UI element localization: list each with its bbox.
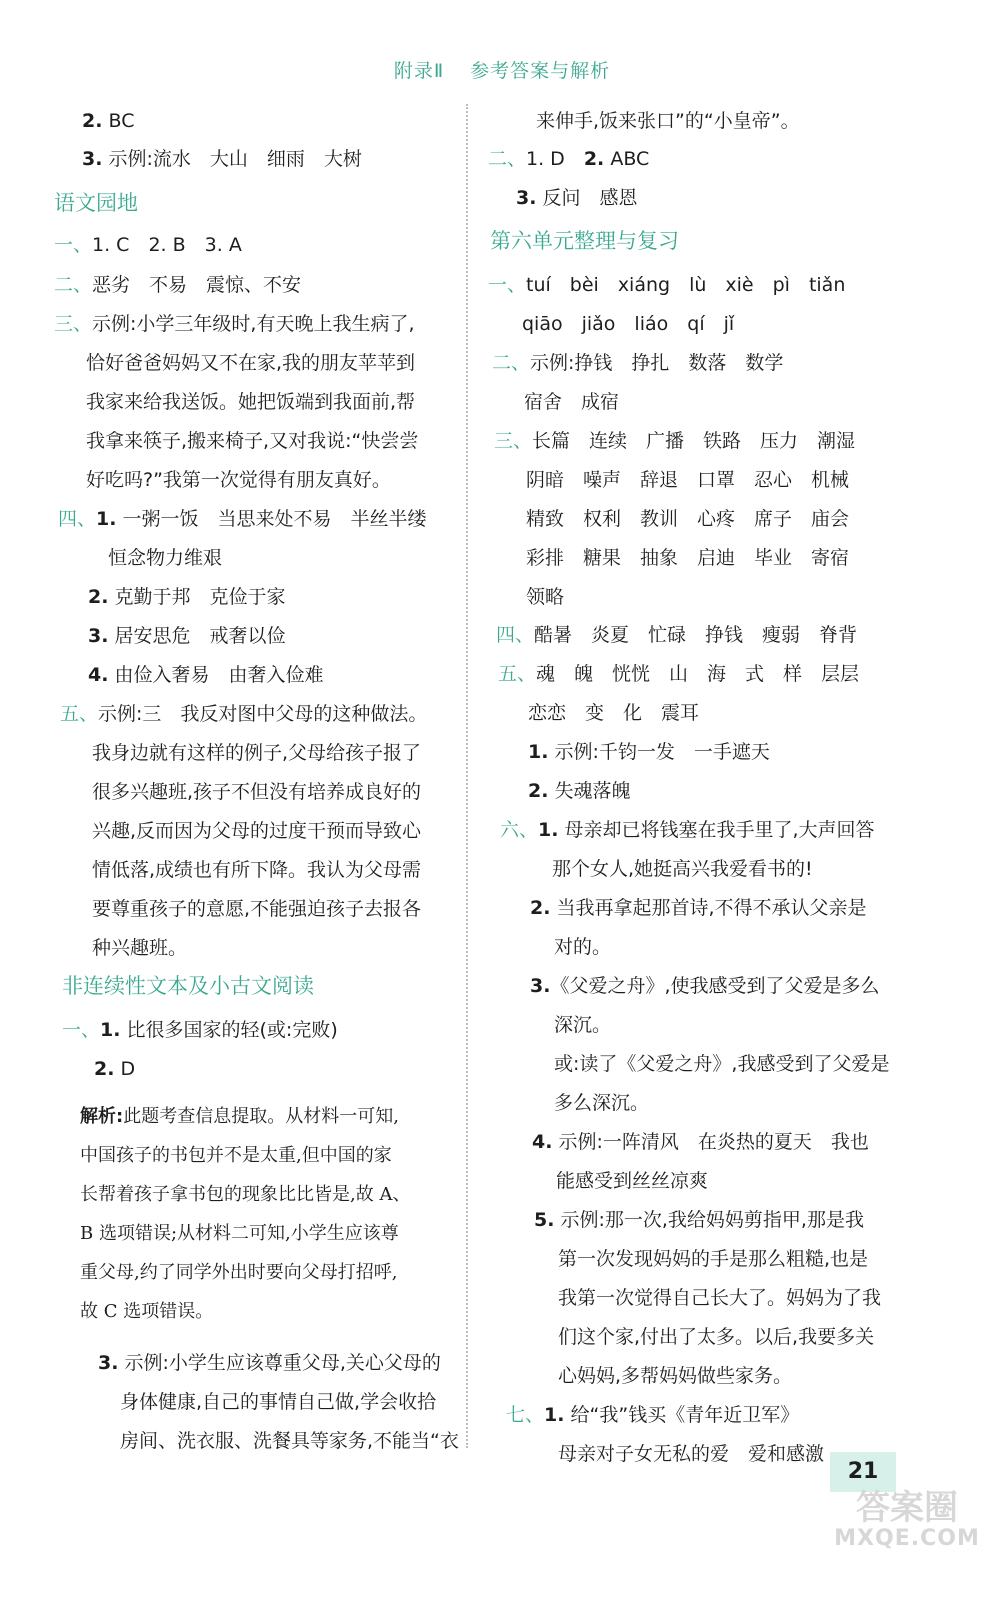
answer-line: [528, 739, 770, 765]
answer-line: [558, 1246, 868, 1272]
line-text: 兴趣,反而因为父母的过度干预而导致心: [92, 820, 422, 842]
answer-line: [528, 778, 631, 804]
item-number: 3.: [88, 625, 109, 647]
line-text: 种兴趣班。: [92, 937, 188, 959]
line-text: B 选项错误;从材料二可知,小学生应该尊: [80, 1223, 399, 1244]
line-text: 示例:一阵清风 在炎热的夏天 我也: [552, 1131, 869, 1153]
answer-line: [554, 1090, 649, 1116]
answer-line: [524, 389, 619, 415]
section-heading: [490, 228, 679, 254]
question-marker: 四、: [496, 624, 535, 646]
item-number: 3.: [530, 975, 551, 997]
analysis-line: [80, 1182, 410, 1208]
line-text: 示例:小学三年级时,有天晚上我生病了,: [92, 313, 415, 335]
line-text: 1. D: [526, 148, 584, 170]
answer-line: [494, 428, 855, 454]
answer-line: [556, 1168, 708, 1194]
answer-line: [108, 545, 222, 571]
answer-line: [92, 818, 421, 844]
line-text: 情低落,成绩也有所下降。我认为父母需: [92, 859, 422, 881]
line-text: 宿舍 成宿: [524, 391, 620, 413]
item-number: 1.: [538, 819, 559, 841]
answer-line: [554, 1051, 889, 1077]
line-text: 对的。: [554, 936, 612, 958]
line-text: 恰好爸爸妈妈又不在家,我的朋友苹苹到: [86, 352, 416, 374]
line-text: 给“我”钱买《青年近卫军》: [564, 1404, 800, 1426]
line-text: 很多兴趣班,孩子不但没有培养成良好的: [92, 781, 422, 803]
line-text: 母亲对子女无私的爱 爱和感激: [558, 1443, 825, 1465]
line-text: 第一次发现妈妈的手是那么粗糙,也是: [558, 1248, 869, 1270]
answer-line: [120, 1389, 436, 1415]
line-text: 示例:流水 大山 细雨 大树: [102, 148, 362, 170]
line-text: 示例:三 我反对图中父母的这种做法。: [98, 703, 428, 725]
answer-line: [532, 1129, 869, 1155]
column-divider: [466, 104, 468, 1448]
line-text: 或:读了《父爱之舟》,我感受到了父爱是: [554, 1053, 890, 1075]
line-text: 母亲却已将钱塞在我手里了,大声回答: [558, 819, 875, 841]
line-text-after: ABC: [604, 148, 650, 170]
answer-line: [530, 895, 867, 921]
line-text: 房间、洗衣服、洗餐具等家务,不能当“衣: [120, 1430, 459, 1452]
answer-line: [526, 584, 564, 610]
line-text: 我家来给我送饭。她把饭端到我面前,帮: [86, 391, 416, 413]
answer-line: [506, 1402, 799, 1428]
line-text: 深沉。: [554, 1014, 612, 1036]
line-text: 能感受到丝丝凉爽: [556, 1170, 709, 1192]
answer-line: [98, 1350, 441, 1376]
analysis-line: [80, 1143, 392, 1169]
item-number: 1.: [528, 741, 549, 763]
answer-line: [516, 185, 638, 211]
line-text: 我拿来筷子,搬来椅子,又对我说:“快尝尝: [86, 430, 419, 452]
answer-line: [526, 467, 849, 493]
item-number: 1.: [100, 1019, 121, 1041]
question-marker: 二、: [492, 352, 531, 374]
answer-line: [558, 1363, 792, 1389]
section-heading: [54, 190, 138, 216]
watermark-text: 答案圈: [856, 1488, 958, 1528]
running-header: [0, 56, 1004, 83]
answer-line: [62, 1017, 338, 1043]
line-text: 此题考查信息提取。从材料一可知,: [123, 1106, 399, 1127]
answer-line: [58, 506, 427, 532]
line-text: 魂 魄 恍恍 山 海 式 样 层层: [536, 663, 860, 685]
answer-line: [526, 506, 849, 532]
answer-line: [120, 1428, 459, 1454]
line-text: 身体健康,自己的事情自己做,学会收拾: [120, 1391, 437, 1413]
answer-line: [496, 622, 857, 648]
line-text: 好吃吗?”我第一次觉得有朋友真好。: [86, 469, 391, 491]
question-marker: 三、: [54, 313, 93, 335]
question-marker: 五、: [498, 663, 537, 685]
analysis-line: [80, 1299, 213, 1325]
line-text: 恶劣 不易 震惊、不安: [92, 274, 302, 296]
item-number: 3.: [516, 187, 537, 209]
answer-line: [54, 272, 301, 298]
item-number: 2.: [94, 1058, 115, 1080]
answer-line: [558, 1324, 874, 1350]
answer-line: [82, 108, 134, 134]
line-text: 由俭入奢易 由奢入俭难: [108, 664, 324, 686]
answer-line: [552, 856, 813, 882]
line-text: 们这个家,付出了太多。以后,我要多关: [558, 1326, 875, 1348]
item-number: 2.: [82, 110, 103, 132]
answer-line: [54, 311, 415, 337]
answer-line: [488, 272, 845, 298]
line-text: 心妈妈,多帮妈妈做些家务。: [558, 1365, 793, 1387]
watermark-logo: [822, 1490, 992, 1552]
item-number: 1.: [96, 508, 117, 530]
item-number: 4.: [532, 1131, 553, 1153]
answer-line: [488, 146, 649, 172]
item-number: 2.: [530, 897, 551, 919]
analysis-line: [80, 1260, 397, 1286]
line-text: 多么深沉。: [554, 1092, 650, 1114]
item-number: 2.: [528, 780, 549, 802]
question-marker: 一、: [62, 1019, 101, 1041]
answer-line: [86, 350, 415, 376]
answer-line: [554, 934, 611, 960]
answer-line: [92, 896, 421, 922]
line-text: 比很多国家的轻(或:完败): [120, 1019, 338, 1041]
page-number: 21: [830, 1452, 896, 1492]
line-text: 酷暑 炎夏 忙碌 挣钱 瘦弱 脊背: [534, 624, 858, 646]
line-text: 彩排 糖果 抽象 启迪 毕业 寄宿: [526, 547, 850, 569]
item-number: 2.: [583, 148, 605, 170]
line-text: 非连续性文本及小古文阅读: [62, 974, 314, 998]
answer-line: [86, 428, 418, 454]
question-marker: 四、: [58, 508, 97, 530]
line-text: tuí bèi xiáng lù xiè pì tiǎn: [526, 274, 846, 296]
item-number: 2.: [88, 586, 109, 608]
header-title: 参考答案与解析: [470, 60, 611, 82]
answer-line: [558, 1285, 881, 1311]
question-marker: 七、: [506, 1404, 545, 1426]
answer-line: [88, 662, 324, 688]
analysis-line: [80, 1221, 399, 1247]
line-text: 1. C 2. B 3. A: [92, 234, 242, 256]
line-text: 来伸手,饭来张口”的“小皇帝”。: [536, 110, 800, 132]
answer-line: [88, 584, 286, 610]
line-text: 长篇 连续 广播 铁路 压力 潮湿: [532, 430, 856, 452]
analysis-label: 解析:: [80, 1106, 124, 1127]
answer-line: [86, 467, 391, 493]
answer-line: [498, 661, 859, 687]
line-text: 失魂落魄: [548, 780, 631, 802]
line-text: 《父爱之舟》,使我感受到了父爱是多么: [550, 975, 880, 997]
line-text: 当我再拿起那首诗,不得不承认父亲是: [550, 897, 867, 919]
line-text: 长帮着孩子拿书包的现象比比皆是,故 A、: [80, 1184, 411, 1205]
line-text: 故 C 选项错误。: [80, 1301, 214, 1322]
line-text: 恒念物力维艰: [108, 547, 223, 569]
answer-line: [88, 623, 286, 649]
line-text: D: [114, 1058, 136, 1080]
question-marker: 二、: [488, 148, 527, 170]
answer-line: [500, 817, 875, 843]
item-number: 3.: [82, 148, 103, 170]
line-text: 恋恋 变 化 震耳: [528, 702, 700, 724]
line-text: 一粥一饭 当思来处不易 半丝半缕: [116, 508, 427, 530]
answer-line: [92, 935, 187, 961]
analysis-line: [80, 1104, 399, 1130]
line-text: 我第一次觉得自己长大了。妈妈为了我: [558, 1287, 882, 1309]
answer-line: [530, 973, 880, 999]
answer-line: [534, 1207, 864, 1233]
line-text: 重父母,约了同学外出时要向父母打招呼,: [80, 1262, 398, 1283]
item-number: 3.: [98, 1352, 119, 1374]
line-text: 示例:挣钱 挣扎 数落 数学: [530, 352, 784, 374]
question-marker: 五、: [60, 703, 99, 725]
item-number: 5.: [534, 1209, 555, 1231]
answer-line: [528, 700, 699, 726]
line-text: qiāo jiǎo liáo qí jǐ: [522, 313, 735, 335]
answer-line: [522, 311, 734, 337]
answer-line: [94, 1056, 135, 1082]
line-text: 反问 感恩: [536, 187, 638, 209]
line-text: 领略: [526, 586, 565, 608]
watermark-url: MXQE.COM: [834, 1526, 980, 1551]
line-text: 那个女人,她挺高兴我爱看书的!: [552, 858, 813, 880]
line-text: 克勤于邦 克俭于家: [108, 586, 286, 608]
answer-line: [92, 779, 421, 805]
answer-line: [82, 146, 362, 172]
answer-line: [536, 108, 800, 134]
line-text: 示例:小学生应该尊重父母,关心父母的: [118, 1352, 441, 1374]
question-marker: 二、: [54, 274, 93, 296]
item-number: 4.: [88, 664, 109, 686]
item-number: 1.: [544, 1404, 565, 1426]
line-text: BC: [102, 110, 135, 132]
answer-line: [526, 545, 849, 571]
line-text: 我身边就有这样的例子,父母给孩子报了: [92, 742, 422, 764]
answer-line: [492, 350, 783, 376]
answer-line: [60, 701, 427, 727]
answer-line: [558, 1441, 824, 1467]
question-marker: 三、: [494, 430, 533, 452]
line-text: 精致 权利 教训 心疼 席子 庙会: [526, 508, 850, 530]
section-heading: [62, 973, 314, 999]
line-text: 要尊重孩子的意愿,不能强迫孩子去报各: [92, 898, 422, 920]
header-appendix: 附录Ⅱ: [393, 60, 445, 82]
line-text: 阴暗 噪声 辞退 口罩 忍心 机械: [526, 469, 850, 491]
answer-line: [92, 740, 421, 766]
question-marker: 一、: [54, 234, 93, 256]
answer-line: [54, 232, 242, 258]
line-text: 示例:千钧一发 一手遮天: [548, 741, 770, 763]
answer-line: [86, 389, 415, 415]
answer-line: [92, 857, 421, 883]
line-text: 语文园地: [54, 191, 138, 215]
question-marker: 六、: [500, 819, 539, 841]
answer-line: [554, 1012, 611, 1038]
line-text: 第六单元整理与复习: [490, 229, 679, 253]
question-marker: 一、: [488, 274, 527, 296]
line-text: 居安思危 戒奢以俭: [108, 625, 286, 647]
line-text: 中国孩子的书包并不是太重,但中国的家: [80, 1145, 392, 1166]
line-text: 示例:那一次,我给妈妈剪指甲,那是我: [554, 1209, 864, 1231]
